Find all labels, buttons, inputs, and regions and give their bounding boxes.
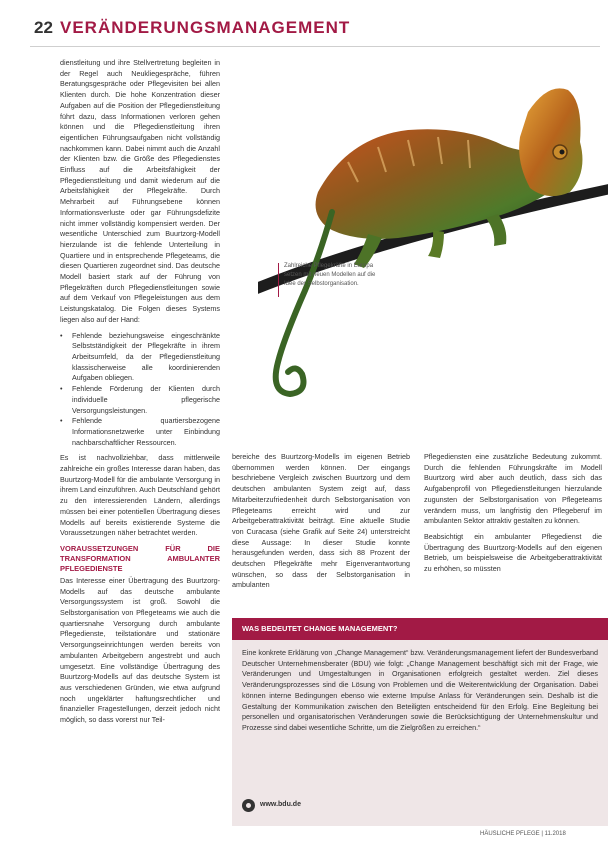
- page-header: [30, 10, 600, 44]
- page-footer: HÄUSLICHE PFLEGE | 11.2018: [480, 831, 566, 837]
- link-url[interactable]: www.bdu.de: [260, 801, 301, 808]
- col1-bullet-list: [60, 331, 220, 449]
- column-2: [232, 452, 410, 596]
- bullet-item: • Fehlende quartiersbezogene Informationsnetzwerke unter Einbindung nachbarschaftlicher Ressourcen.: [60, 416, 220, 448]
- info-box: [232, 618, 608, 826]
- col1-paragraph-3: Das Interesse einer Übertragung des Buurtzorg-Modells auf das deutsche ambulante Versorgungssystem ist groß. Sowohl die Selbstorganisation von Pflegeteams wie auch die quartiersnahe Versorgung durch ambulante Pflegedienste, teilstationäre und stationäre Versorgungseinrichtungen werden bereits von ambulanten Arbeitgebern angestrebt und auch umgesetzt. Eine vollständige Übertragung des Buurtzorg-Modells auf das deutsche System ist aus verschiedenen Gründen, wie etwa aufgrund noch ungeklärter haftungsrechtlicher und finanzieller Fragestellungen, derzeit jedoch nicht möglich, so dass vorerst nur Teil-: [60, 575, 220, 725]
- column-1: [60, 58, 220, 731]
- info-box-text: Eine konkrete Erklärung von „Change Management“ bzw. Veränderungsmanagement liefert der Bundesverband Deutscher Unternehmensberater (BDU) wie folgt: „Change Management beschäftigt sich mit der Frage, wie Veränderungen und Umgestaltungen in Organisationen erfolgreich gestaltet werden. Ziel dieses Veränderungsprozesses sind die Lösung von Problemen und die Weiterentwicklung der Organisation. Dabei können interne Bedingungen ebenso wie externe Impulse Anlass für Veränderungen sein. Deshalb ist die Gestaltung der Kommunikation zwischen den Beteiligten entscheidend für den Erfolg. Eine Begleitung bei personellen und organisatorischen Veränderungen sowie die Berücksichtigung der Unternehmenskultur und Prozesse sind dabei wesentliche Schritte, um die Zielgrößen zu erreichen.“: [242, 648, 598, 732]
- col2-paragraph: bereiche des Buurtzorg-Modells im eigenen Betrieb übernommen werden können. Der eingangs beschriebene Vergleich zwischen Buurtzorg und dem deutschen ambulanten System zeigt auf, dass Mitarbeiterzufriedenheit durch Selbstorganisation von Pflegeteams erreicht wird und zur Arbeitgeberattraktivität beiträgt. Eine aktuelle Studie von Curacasa (siehe Grafik auf Seite 24) unterstreicht diese Aussage: In dieser Studie konnte herausgefunden werden, dass sich 88 Prozent der deutschen Pflegekräfte mehr Eigenverantwortung wünschen, so dass der Selbstorganisation in ambulanten: [232, 452, 410, 590]
- col1-paragraph-2: Es ist nachvollziehbar, dass mittlerweile zahlreiche ein großes Interesse daran haben, das Buurtzorg-Modell für die ambulante Versorgung in ihrem Land einzuführen. Auch Deutschland gehört zu den interessierenden Ländern, allerdings müssen bei einer potentiellen Übertragung dieses Modells auf bereits existierende Systeme die Voraussetzungen näher betrachtet werden.: [60, 453, 220, 538]
- page-number: 22: [34, 18, 53, 37]
- info-box-header: [232, 618, 608, 640]
- chameleon-photo: [258, 42, 608, 412]
- column-3: [424, 452, 602, 580]
- col1-paragraph-1: dienstleitung und ihre Stellvertretung begleiten in der Regel auch Neukliegespräche, führen Beratungsgespräche oder Pflegevisiten bei allen Klienten durch. Die hohe Konzentration dieser Aufgaben auf die Position der Pflegedienstleitung führt dazu, dass Informationen verloren gehen können und die Pflegedienstleitung ihren eigentlichen Führungsaufgaben nicht vollständig nachkommen kann. Dabei nimmt auch die Anzahl der Klienten bzw. die Größe des Pflegedienstes Einfluss auf die Arbeitsfähigkeit der Pflegedienstleitung und damit wiederum auf die Arbeitsfähigkeit der Pflegekräfte. Durch Mehrarbeit auf Führungsebene können Informationsverluste oder gar Führungsdefizite nicht immer vollständig kompensiert werden. Der wesentliche Unterschied zum Buurtzorg-Modell hierzulande ist die fehlende Unterteilung in Quartiere und in entsprechende Pflegeteams, die diesen Quartieren zugeordnet sind. Das deutsche Modell basiert stark auf der Führung von Pflegekräften durch Pflegedienstleitungen sowie auf dem Verkauf von Pflegeleistungen aus dem Leistungskatalog. Die Folgen dieses Systems liegen also auf der Hand:: [60, 58, 220, 324]
- web-link-icon: [242, 799, 255, 812]
- photo-caption: [284, 262, 376, 289]
- section-title: VERÄNDERUNGSMANAGEMENT: [60, 18, 351, 37]
- caption-accent-bar: [278, 263, 279, 297]
- section-heading: VORAUSSETZUNGEN FÜR DIE TRANSFORMATION AMBULANTER PFLEGEDIENSTE: [60, 543, 220, 573]
- bullet-item: • Fehlende beziehungsweise eingeschränkte Selbstständigkeit der Pflegekräfte in ihrem Arbeitsumfeld, da der Pflegedienstleitung klassischerweise alle koordinierenden Aufgaben obliegen.: [60, 331, 220, 385]
- col3-paragraph-2: Beabsichtigt ein ambulanter Pflegedienst die Übertragung des Buurtzorg-Modells auf den eigenen Betrieb, um beispielsweise die Arbeitgeberattraktivität zu erhöhen, so müssten: [424, 531, 602, 574]
- caption-text: Zahlreiche Pflegekräfte in Europa setzen mit neuen Modellen auf die Idee der Selbstorganisation.: [284, 263, 376, 287]
- col3-paragraph-1: Pflegediensten eine zusätzliche Bedeutung zukommt. Durch die fehlenden Führungskräfte im Modell Buurtzorg wird aber auch deutlich, dass sich das Aufgabenprofil von Pflegedienstleitungen hierzulande zugunsten der Selbstorganisation von Pflegeteams verändern muss, um langfristig den Pflegeberuf im ambulanten Sektor attraktiv gestalten zu können.: [424, 452, 602, 526]
- info-box-title: WAS BEDEUTET CHANGE MANAGEMENT?: [242, 624, 398, 633]
- bullet-item: • Fehlende Förderung der Klienten durch individuelle pflegerische Versorgungsleistungen.: [60, 384, 220, 416]
